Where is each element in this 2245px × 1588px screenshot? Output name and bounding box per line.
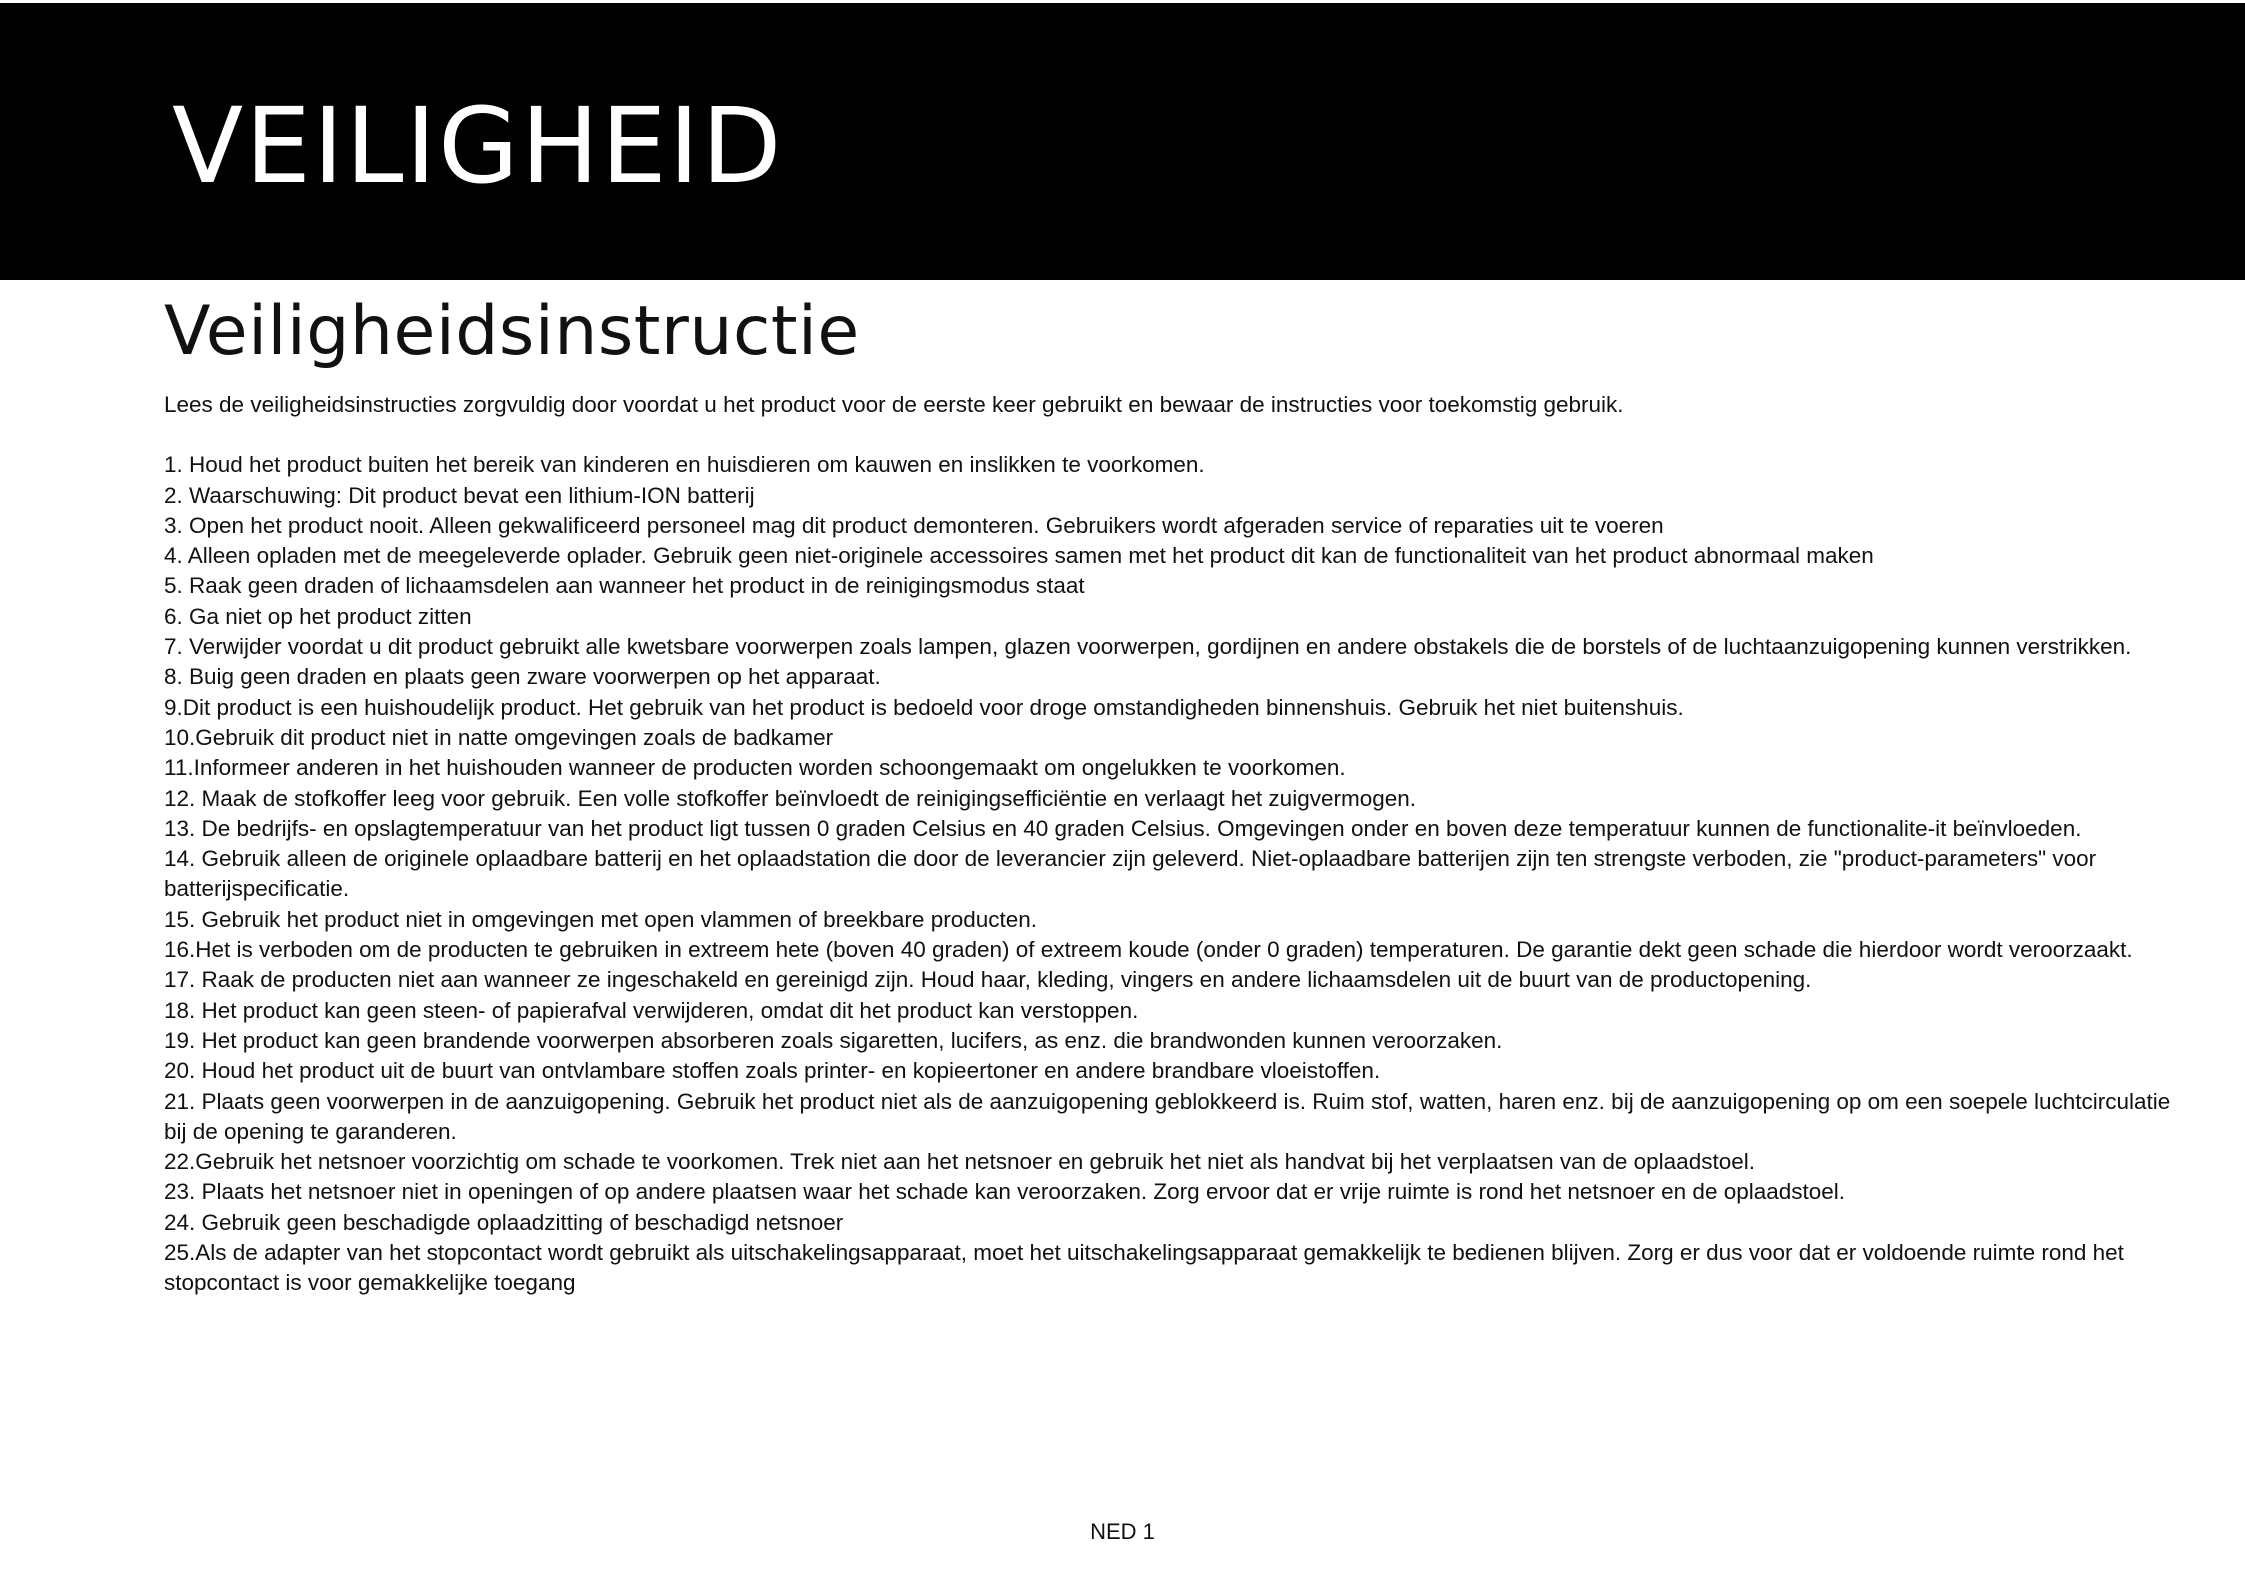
instruction-item: 11.Informeer anderen in het huishouden wanneer de producten worden schoongemaakt om ongelukken te voorkomen. (164, 755, 1346, 781)
page-number: NED 1 (1090, 1519, 1155, 1544)
instruction-item: 1. Houd het product buiten het bereik van kinderen en huisdieren om kauwen en inslikken te voorkomen. (164, 452, 1205, 478)
instruction-item: 20. Houd het product uit de buurt van ontvlambare stoffen zoals printer- en kopieertoner en andere brandbare vloeistoffen. (164, 1058, 1381, 1084)
instruction-item: 3. Open het product nooit. Alleen gekwalificeerd personeel mag dit product demonteren. Gebruikers wordt afgeraden service of reparaties uit te voeren (164, 512, 1664, 538)
instruction-item: 8. Buig geen draden en plaats geen zware voorwerpen op het apparaat. (164, 664, 881, 690)
header-title: VEILIGHEID (172, 85, 784, 207)
instruction-item: 4. Alleen opladen met de meegeleverde oplader. Gebruik geen niet-originele accessoires samen met het product dit kan de functionaliteit van het product abnormaal maken (164, 543, 1874, 569)
instruction-item: 21. Plaats geen voorwerpen in de aanzuigopening. Gebruik het product niet als de aanzuigopening geblokkeerd is. Ruim stof, watten, haren enz. bij de aanzuigopening op om een soepele luchtcirculatie bij de opening te garanderen. (164, 1088, 2171, 1144)
instruction-item: 22.Gebruik het netsnoer voorzichtig om schade te voorkomen. Trek niet aan het netsnoer en gebruik het niet als handvat bij het verplaatsen van de oplaadstoel. (164, 1149, 1755, 1175)
instruction-item: 2. Waarschuwing: Dit product bevat een lithium-ION batterij (164, 482, 755, 508)
instruction-item: 9.Dit product is een huishoudelijk product. Het gebruik van het product is bedoeld voor droge omstandigheden binnenshuis. Gebruik het niet buitenshuis. (164, 694, 1684, 720)
instruction-item: 18. Het product kan geen steen- of papierafval verwijderen, omdat dit het product kan verstoppen. (164, 997, 1139, 1023)
instruction-item: 5. Raak geen draden of lichaamsdelen aan wanneer het product in de reinigingsmodus staat (164, 573, 1085, 599)
instruction-item: 6. Ga niet op het product zitten (164, 603, 472, 629)
instruction-item: 7. Verwijder voordat u dit product gebruikt alle kwetsbare voorwerpen zoals lampen, glazen voorwerpen, gordijnen en andere obstakels die de borstels of de luchtaanzuigopening kunnen verstrikken. (164, 634, 2132, 660)
content (164, 284, 2194, 1299)
intro-paragraph: Lees de veiligheidsinstructies zorgvuldig door voordat u het product voor de eerste keer gebruikt en bewaar de instructies voor toekomstig gebruik. (164, 392, 1624, 417)
instruction-item: 10.Gebruik dit product niet in natte omgevingen zoals de badkamer (164, 724, 834, 750)
instruction-list (164, 450, 2194, 1298)
instruction-item: 16.Het is verboden om de producten te gebruiken in extreem hete (boven 40 graden) of extreem koude (onder 0 graden) temperaturen. De garantie dekt geen schade die hierdoor wordt veroorzaakt. (164, 937, 2133, 963)
instruction-item: 19. Het product kan geen brandende voorwerpen absorberen zoals sigaretten, lucifers, as enz. die brandwonden kunnen veroorzaken. (164, 1027, 1503, 1053)
instruction-item: 14. Gebruik alleen de originele oplaadbare batterij en het oplaadstation die door de leverancier zijn geleverd. Niet-oplaadbare batterijen zijn ten strengste verboden, zie "product-parameters" voor batterijspecificatie. (164, 846, 2097, 902)
instruction-item: 24. Gebruik geen beschadigde oplaadzitting of beschadigd netsnoer (164, 1209, 844, 1235)
section-title: Veiligheidsinstructie (164, 292, 860, 371)
instruction-item: 13. De bedrijfs- en opslagtemperatuur van het product ligt tussen 0 graden Celsius en 40 graden Celsius. Omgevingen onder en boven deze temperatuur kunnen de functionalite-it beïnvloeden. (164, 815, 2082, 841)
instruction-item: 25.Als de adapter van het stopcontact wordt gebruikt als uitschakelingsapparaat, moet het uitschakelingsapparaat gemakkelijk te bedienen blijven. Zorg er dus voor dat er voldoende ruimte rond het stopcontact is voor gemakkelijke toegang (164, 1240, 2124, 1296)
instruction-item: 23. Plaats het netsnoer niet in openingen of op andere plaatsen waar het schade kan veroorzaken. Zorg ervoor dat er vrije ruimte is rond het netsnoer en de oplaadstoel. (164, 1179, 1846, 1205)
instruction-item: 17. Raak de producten niet aan wanneer ze ingeschakeld en gereinigd zijn. Houd haar, kleding, vingers en andere lichaamsdelen uit de buurt van de productopening. (164, 967, 1812, 993)
header-band (0, 3, 2245, 280)
instruction-item: 15. Gebruik het product niet in omgevingen met open vlammen of breekbare producten. (164, 906, 1038, 932)
instruction-item: 12. Maak de stofkoffer leeg voor gebruik. Een volle stofkoffer beïnvloedt de reinigingsefficiëntie en verlaagt het zuigvermogen. (164, 785, 1417, 811)
